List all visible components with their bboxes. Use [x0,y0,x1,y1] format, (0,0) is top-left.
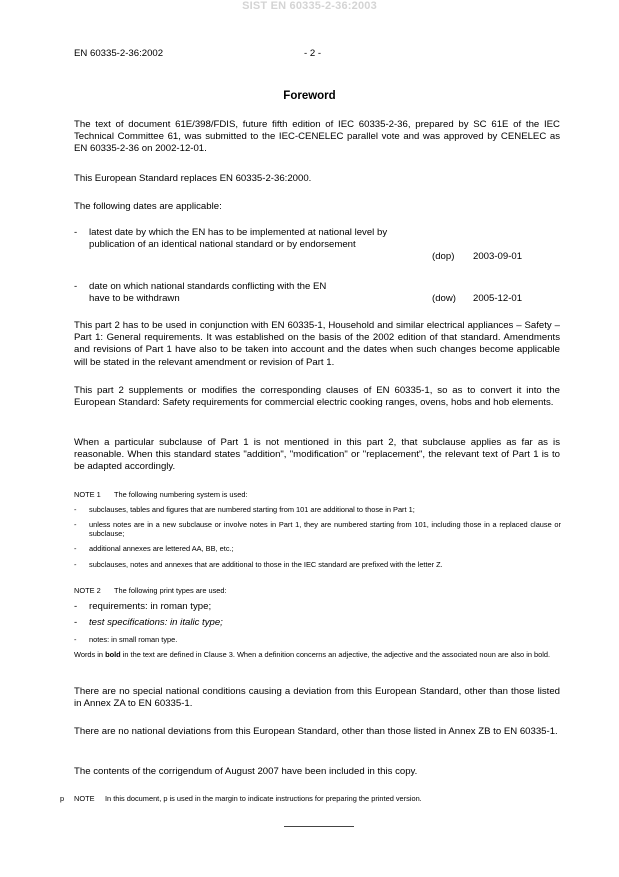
date-dow-value: 2005-12-01 [473,293,523,304]
note1-item: additional annexes are lettered AA, BB, etc.; [89,544,234,553]
note1-label: NOTE 1 [74,490,101,499]
date-dop-code: (dop) [432,251,455,262]
list-bullet: - [74,505,77,514]
watermark: SIST EN 60335-2-36:2003 [242,0,377,12]
list-bullet: - [74,560,77,569]
date-dow-description: date on which national standards conflicting with the EN have to be withdrawn [89,281,327,305]
paragraph-corrigendum: The contents of the corrigendum of August 2007 have been included in this copy. [74,766,418,777]
note2-label: NOTE 2 [74,586,101,595]
note2-item-roman: requirements: in roman type; [89,601,212,612]
date-dow-code: (dow) [432,293,456,304]
list-bullet: - [74,544,77,553]
page-title: Foreword [283,90,336,102]
page-number: - 2 - [304,48,322,59]
note2-item-small: notes: in small roman type. [89,635,178,644]
document-id: EN 60335-2-36:2002 [74,48,164,59]
date-dop-description: latest date by which the EN has to be implemented at national level by publication of an identical national standard or by endorsement [89,227,388,251]
paragraph-national-conditions: There are no special national conditions causing a deviation from this European Standard, other than those listed in Annex ZA to EN 60335-1. [74,686,560,710]
final-note-label: NOTE [74,794,95,803]
paragraph-supplements: This part 2 supplements or modifies the corresponding clauses of EN 60335-1, so as to convert it into the European Standard: Safety requirements for commercial electric cooking ranges, ovens, hobs and hob elements. [74,385,560,409]
list-bullet: - [74,281,78,292]
paragraph-dates-intro: The following dates are applicable: [74,201,222,212]
list-bullet: - [74,227,78,238]
note1-item: subclauses, tables and figures that are numbered starting from 101 are additional to those in Part 1; [89,505,415,514]
margin-marker: p [60,794,65,803]
end-rule [284,826,354,827]
note2 [74,586,227,595]
list-bullet: - [74,635,77,644]
list-bullet: - [74,601,78,612]
note1-text: The following numbering system is used: [114,490,248,499]
paragraph-national-deviations: There are no national deviations from this European Standard, other than those listed in Annex ZB to EN 60335-1. [74,726,558,737]
note1-item: subclauses, notes and annexes that are additional to those in the IEC standard are prefixed with the letter Z. [89,560,443,569]
note2-item-italic: test specifications: in italic type; [89,617,223,628]
note2-text: The following print types are used: [114,586,227,595]
final-note [74,794,422,803]
list-bullet: - [74,520,77,529]
paragraph-submission: The text of document 61E/398/FDIS, future fifth edition of IEC 60335-2-36, prepared by SC 61E of the IEC Technical Committee 61, was submitted to the IEC-CENELEC parallel vote and was approved by CENELEC as EN 60335-2-36 on 2002-12-01. [74,119,560,155]
date-dop-value: 2003-09-01 [473,251,523,262]
paragraph-replaces: This European Standard replaces EN 60335-2-36:2000. [74,173,312,184]
final-note-text: In this document, p is used in the margin to indicate instructions for preparing the printed version. [105,794,422,803]
list-bullet: - [74,617,78,628]
paragraph-subclause: When a particular subclause of Part 1 is not mentioned in this part 2, that subclause applies as far as is reasonable. When this standard states "addition", "modification" or "replacement", the relevant text of Part 1 is to be adapted accordingly. [74,437,560,473]
note1-item: unless notes are in a new subclause or involve notes in Part 1, they are numbered starting from 101, including those in a replaced clause or subclause; [89,520,561,538]
paragraph-part1-conjunction: This part 2 has to be used in conjunction with EN 60335-1, Household and similar electrical appliances – Safety – Part 1: General requirements. It was established on the basis of the 2002 edition of that standard. Amendments and revisions of Part 1 have also to be taken into account and the dates when such changes become applicable will be stated in the relevant amendment or revision of Part 1. [74,320,560,368]
note1 [74,490,248,499]
note2-bold-explanation: Words in bold in the text are defined in Clause 3. When a definition concerns an adjective, the adjective and the associated noun are also in bold. [74,650,551,659]
